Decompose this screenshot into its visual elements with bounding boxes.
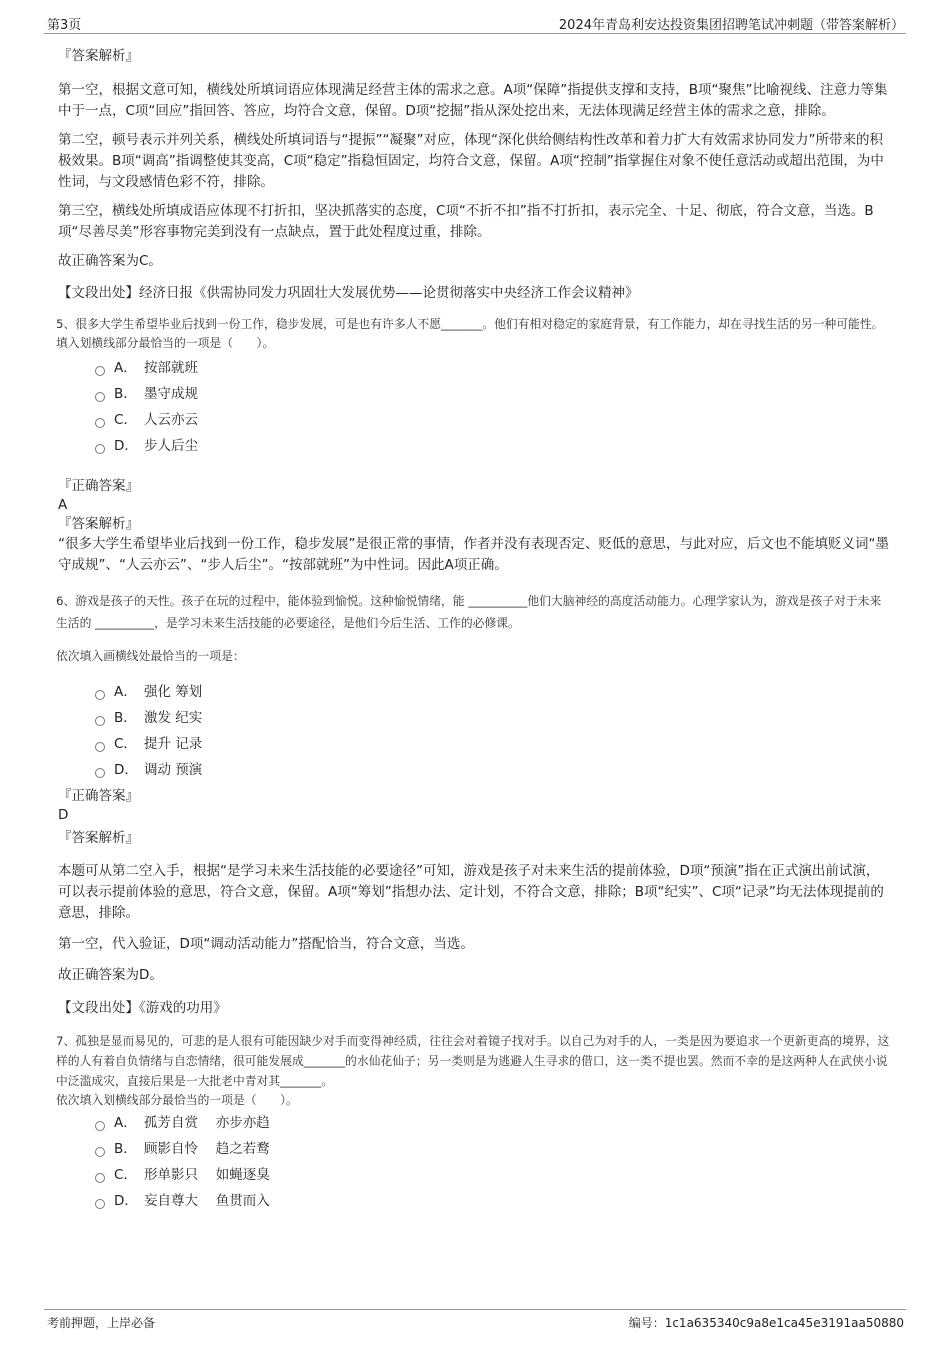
q6-analysis-para-1: 本题可从第二空入手，根据“是学习未来生活技能的必要途径”可知，游戏是孩子对未来生活的提前体验，D项“预演”指在正式演出前试演，可以表示提前体验的意思，符合文意，保留。A项“筹划”指想办法、定计划，不符合文意，排除；B项“纪实”、C项“记录”均无法体现提前的意思，排除。 — [58, 863, 884, 921]
q6-option-d[interactable]: D． 调动 预演 — [95, 757, 892, 783]
q4-analysis-para-3: 第三空，横线处所填成语应体现不打折扣，坚决抓落实的态度，C项“不折不扣”指不打折扣，表示完全、十足、彻底，符合文意，当选。B项“尽善尽美”形容事物完美到没有一点缺点，置于此处程度过重，排除。 — [58, 203, 874, 240]
q6-answer-label: 『正确答案』 — [58, 788, 139, 804]
q5-option-b[interactable]: B． 墨守成规 — [95, 381, 892, 407]
radio-icon[interactable] — [95, 1121, 105, 1131]
q5-analysis-label: 『答案解析』 — [58, 516, 139, 532]
q5-stem: 5、很多大学生希望毕业后找到一份工作，稳步发展，可是也有许多人不愿_______。他们有相对稳定的家庭背景，有工作能力，却在寻找生活的另一种可能性。 — [56, 317, 884, 331]
q6-analysis-label: 『答案解析』 — [58, 830, 139, 846]
q5-instruction: 填入划横线部分最恰当的一项是（ ）。 — [56, 336, 275, 350]
radio-icon[interactable] — [95, 444, 105, 454]
q5-options — [56, 355, 892, 459]
footer-divider — [44, 1309, 906, 1310]
q6-option-a[interactable]: A． 强化 筹划 — [95, 679, 892, 705]
q4-analysis-para-2: 第二空，顿号表示并列关系，横线处所填词语与“提振”“凝聚”对应，体现“深化供给侧结构性改革和着力扩大有效需求协同发力”所带来的积极效果。B项“调高”指调整使其变高，C项“稳定”指稳恒固定，均符合文意，保留。A项“控制”指掌握住对象不使任意活动或超出范围，为中性词，与文段感情色彩不符，排除。 — [58, 132, 884, 190]
q7-option-a[interactable]: A． 孤芳自赏 亦步亦趋 — [95, 1110, 892, 1136]
page-number: 第3页 — [47, 18, 82, 33]
q6-instruction: 依次填入画横线处最恰当的一项是： — [56, 649, 245, 663]
q4-analysis — [56, 46, 892, 304]
q6-conclusion: 故正确答案为D。 — [58, 967, 163, 983]
q6-options — [56, 679, 892, 783]
page-content — [56, 44, 892, 1214]
radio-icon[interactable] — [95, 768, 105, 778]
q6-stem: 6、游戏是孩子的天性。孩子在玩的过程中，能体验到愉悦。这种愉悦情绪，能 __________他们大脑神经的高度活动能力。心理学家认为，游戏是孩子对于未来生活的 __________，是学习未来生活技能的必要途径，是他们今后生活、工作的必修课。 — [56, 594, 882, 630]
q7-stem: 7、孤独是显而易见的，可悲的是人很有可能因缺少对手而变得神经质，往往会对着镜子找对手。以自己为对手的人，一类是因为要追求一个更新更高的境界，这样的人有着自负情绪与自恋情绪，很可能发展成_______的水仙花仙子；另一类则是为逃避人生寻求的借口，这一类不提也罢。然而不幸的是这两种人在武侠小说中泛滥成灾，直接后果是一大批老中青对其_______。 — [56, 1034, 890, 1088]
q6-analysis-para-2: 第一空，代入验证，D项“调动活动能力”搭配恰当，符合文意，当选。 — [58, 936, 474, 952]
q6-source: 【文段出处】《游戏的功用》 — [58, 1000, 227, 1016]
q7-instruction: 依次填入划横线部分最恰当的一项是（ ）。 — [56, 1093, 298, 1107]
q6-answer: D — [58, 807, 69, 823]
radio-icon[interactable] — [95, 1173, 105, 1183]
q5-option-a[interactable]: A． 按部就班 — [95, 355, 892, 381]
q6-option-c[interactable]: C． 提升 记录 — [95, 731, 892, 757]
q4-analysis-label: 『答案解析』 — [58, 48, 139, 64]
header-divider — [44, 33, 906, 34]
footer-slogan: 考前押题，上岸必备 — [47, 1316, 156, 1330]
question-5 — [56, 315, 892, 576]
radio-icon[interactable] — [95, 1199, 105, 1209]
q5-answer: A — [58, 497, 68, 513]
radio-icon[interactable] — [95, 366, 105, 376]
document-title: 2024年青岛利安达投资集团招聘笔试冲刺题（带答案解析） — [558, 18, 904, 33]
q6-option-b[interactable]: B． 激发 纪实 — [95, 705, 892, 731]
radio-icon[interactable] — [95, 1147, 105, 1157]
document-id: 编号：1c1a635340c9a8e1ca45e3191aa50880 — [628, 1316, 904, 1330]
radio-icon[interactable] — [95, 742, 105, 752]
q5-answer-label: 『正确答案』 — [58, 478, 139, 494]
q5-option-d[interactable]: D． 步人后尘 — [95, 433, 892, 459]
q7-options — [56, 1110, 892, 1214]
radio-icon[interactable] — [95, 716, 105, 726]
question-6 — [56, 590, 892, 1019]
radio-icon[interactable] — [95, 418, 105, 428]
q4-source: 【文段出处】经济日报《供需协同发力巩固壮大发展优势——论贯彻落实中央经济工作会议精神》 — [58, 285, 639, 301]
q7-option-c[interactable]: C． 形单影只 如蝇逐臭 — [95, 1162, 892, 1188]
q7-option-b[interactable]: B． 顾影自怜 趋之若鹜 — [95, 1136, 892, 1162]
q4-conclusion: 故正确答案为C。 — [58, 253, 162, 269]
radio-icon[interactable] — [95, 392, 105, 402]
q5-option-c[interactable]: C． 人云亦云 — [95, 407, 892, 433]
q7-option-d[interactable]: D． 妄自尊大 鱼贯而入 — [95, 1188, 892, 1214]
question-7 — [56, 1031, 892, 1214]
q5-analysis: “很多大学生希望毕业后找到一份工作，稳步发展”是很正常的事情，作者并没有表现否定、贬低的意思，与此对应，后文也不能填贬义词“墨守成规”、“人云亦云”、“步人后尘”。“按部就班”为中性词。因此A项正确。 — [58, 536, 889, 573]
radio-icon[interactable] — [95, 690, 105, 700]
q4-analysis-para-1: 第一空，根据文意可知，横线处所填词语应体现满足经营主体的需求之意。A项“保障”指提供支撑和支持，B项“聚焦”比喻视线、注意力等集中于一点，C项“回应”指回答、答应，均符合文意，保留。D项“挖掘”指从深处挖出来，无法体现满足经营主体的需求之意，排除。 — [58, 82, 888, 119]
